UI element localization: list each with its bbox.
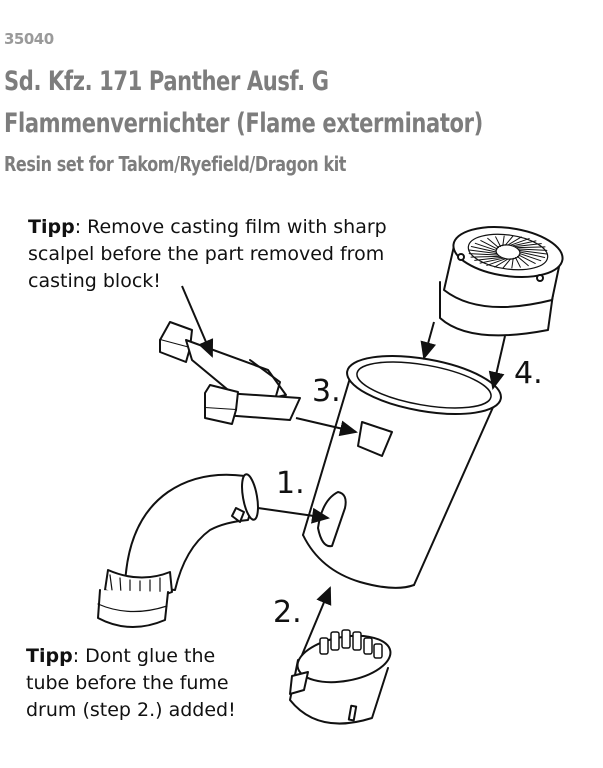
curved-pipe xyxy=(98,473,261,627)
arrow-step-4-right xyxy=(493,336,505,388)
step-4-label: 4. xyxy=(514,356,543,391)
tip-text: : Dont glue the tube before the fume drum (step 2.) added! xyxy=(26,645,236,721)
step-2-label: 2. xyxy=(273,595,302,630)
arrow-step-1 xyxy=(258,508,328,518)
step-1-label: 1. xyxy=(276,466,305,501)
title-line-2: Flammenvernichter (Flame exterminator) xyxy=(4,108,483,139)
tip-text: : Remove casting film with sharp scalpel before the part removed from casting block! xyxy=(28,216,387,292)
tip-label: Tipp xyxy=(28,216,75,238)
small-drum-part xyxy=(290,629,394,723)
subtitle: Resin set for Takom/Ryefield/Dragon kit xyxy=(4,152,347,176)
fume-drum xyxy=(440,221,566,336)
product-code: 35040 xyxy=(4,30,54,48)
tip-label: Tipp xyxy=(26,645,73,667)
arrow-step-4-left xyxy=(424,322,434,358)
step-3-label: 3. xyxy=(312,374,341,409)
bracket-part xyxy=(160,322,300,424)
title-line-1: Sd. Kfz. 171 Panther Ausf. G xyxy=(4,66,329,97)
